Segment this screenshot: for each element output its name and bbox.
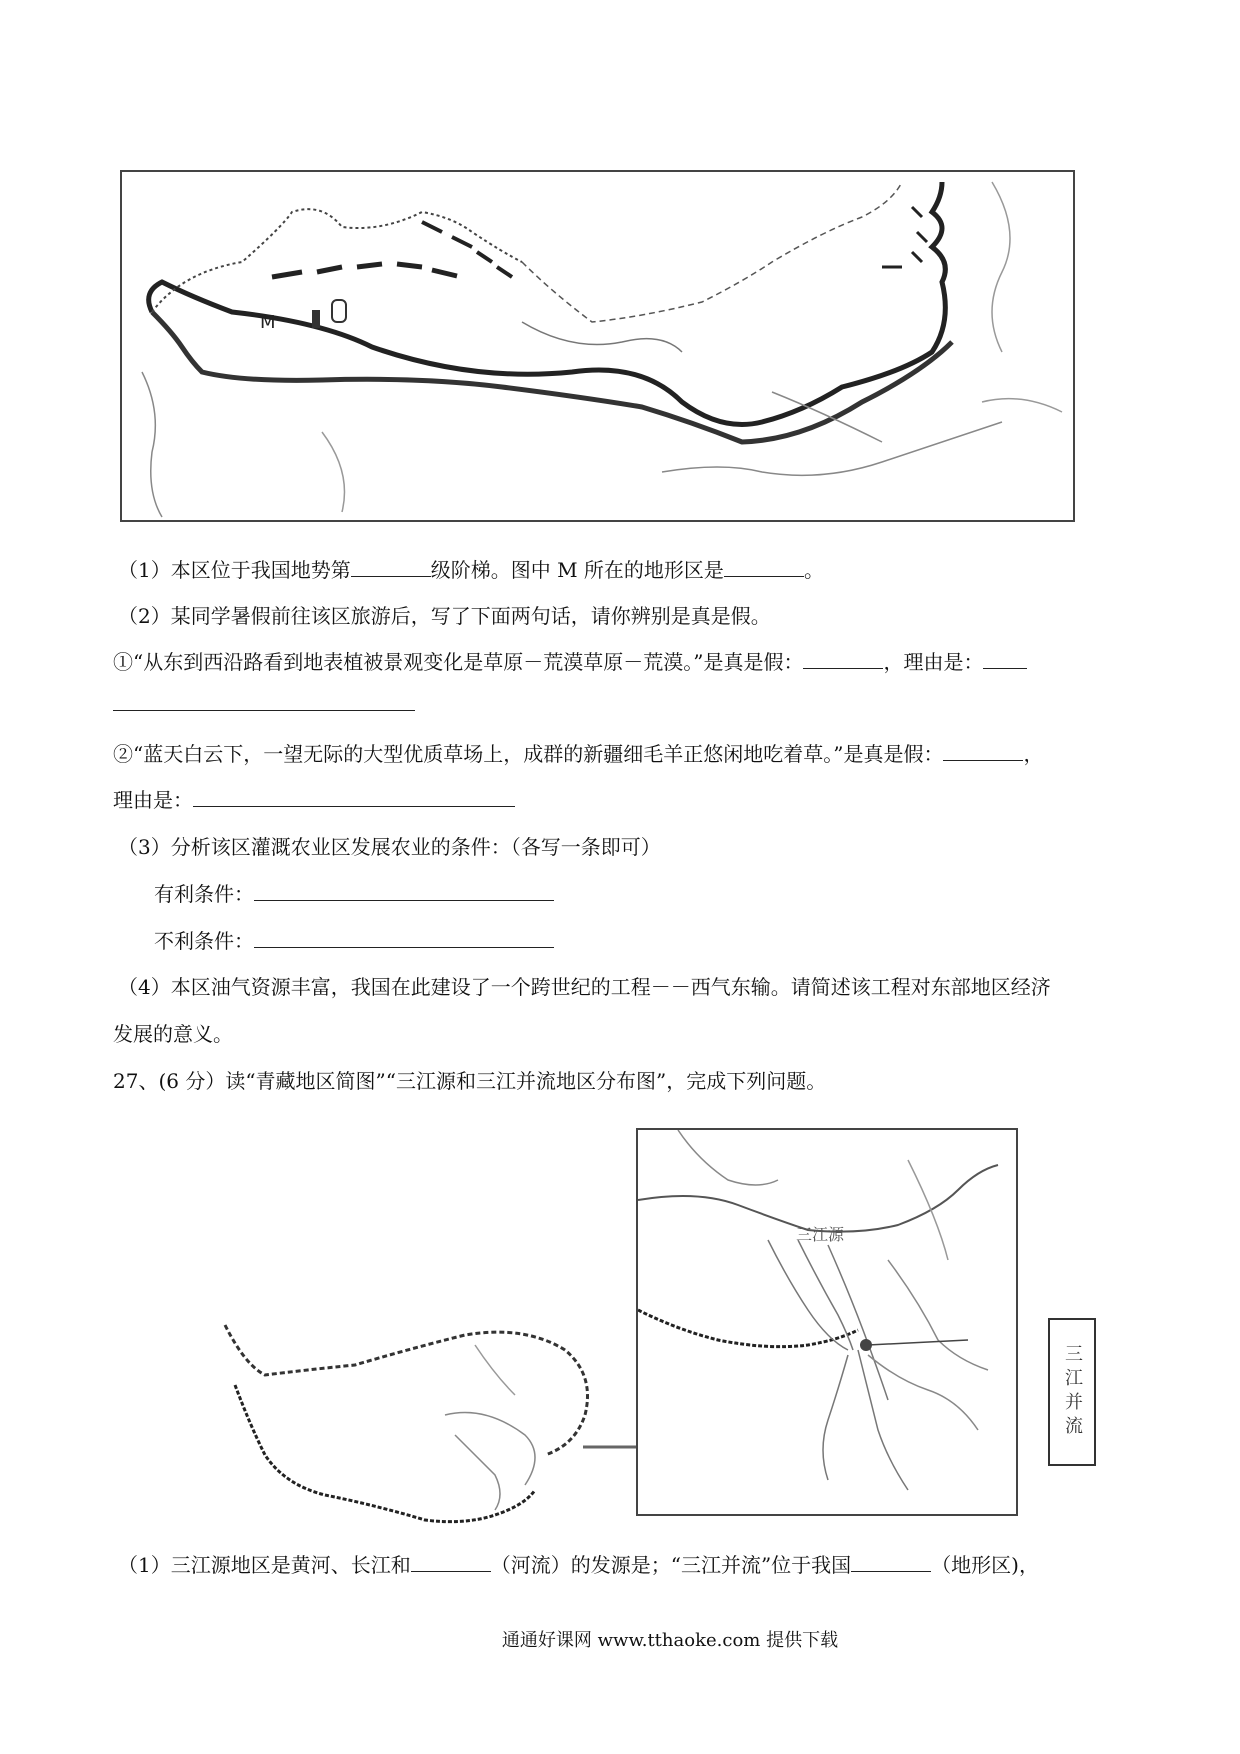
q26-statement1-text: ①“从东到西沿路看到地表植被景观变化是草原－荒漠草原－荒漠。”是真是假： [113, 650, 804, 674]
answer-blank-statement1-truth[interactable] [803, 648, 883, 669]
q26-favorable-condition [154, 880, 554, 908]
q27-part1 [118, 1551, 1039, 1579]
qinghai-tibet-map-drawing [205, 1305, 645, 1535]
answer-blank-unfavorable[interactable] [254, 927, 554, 948]
answer-blank-third-river[interactable] [411, 1551, 491, 1572]
answer-blank-terrain-step[interactable] [351, 556, 431, 577]
q26-part1-text-c: 。 [803, 558, 824, 582]
q26-unfavorable-condition [154, 927, 554, 955]
q26-part3: （3）分析该区灌溉农业区发展农业的条件：（各写一条即可） [118, 835, 661, 859]
sanjiangyuan-map-drawing [638, 1130, 1016, 1514]
q26-part4-line1: （4）本区油气资源丰富，我国在此建设了一个跨世纪的工程－－西气东输。请简述该工程对东部地区经济 [118, 975, 1051, 999]
favorable-label: 有利条件： [154, 882, 254, 906]
q26-part4-line2: 发展的意义。 [113, 1022, 233, 1046]
q26-part2: （2）某同学暑假前往该区旅游后，写了下面两句话，请你辨别是真是假。 [118, 604, 771, 628]
q26-part1-text-b: 级阶梯。图中 M 所在的地形区是 [430, 558, 724, 582]
q26-part1 [118, 556, 824, 584]
answer-blank-statement2-truth[interactable] [943, 740, 1023, 761]
page-footer: 通通好课网 www.tthaoke.com 提供下载 [501, 1630, 839, 1651]
answer-blank-statement2-reason[interactable] [193, 786, 515, 807]
sanjiang-binliu-label-box [1048, 1318, 1096, 1466]
sanjiangyuan-inset-map [636, 1128, 1018, 1516]
q26-statement2-comma: ， [1023, 742, 1044, 766]
answer-blank-landform-region[interactable] [851, 1551, 931, 1572]
qinghai-tibet-map [205, 1305, 645, 1535]
q26-part1-text-a: （1）本区位于我国地势第 [118, 558, 351, 582]
q26-statement2-reason [113, 786, 515, 814]
map-label-m: M [260, 312, 276, 333]
northwest-map-drawing [122, 172, 1073, 520]
q26-statement2-text: ②“蓝天白云下，一望无际的大型优质草场上，成群的新疆细毛羊正悠闲地吃着草。”是真是假： [113, 742, 944, 766]
answer-blank-statement1-reason-b[interactable] [113, 690, 415, 711]
answer-blank-m-landform[interactable] [724, 556, 804, 577]
q26-statement2 [113, 740, 1043, 768]
q26-statement1 [113, 648, 1027, 676]
q27-part1-text-a: （1）三江源地区是黄河、长江和 [118, 1553, 411, 1577]
q26-statement2-reason-label: 理由是： [113, 788, 193, 812]
answer-blank-favorable[interactable] [254, 880, 554, 901]
northwest-region-map [120, 170, 1075, 522]
q26-statement1-reason-label: ，理由是： [883, 650, 984, 674]
q27-title: 27、(6 分）读“青藏地区简图”“三江源和三江并流地区分布图”，完成下列问题。 [113, 1069, 827, 1093]
unfavorable-label: 不利条件： [154, 929, 254, 953]
sanjiang-binliu-label: 三江并流 [1062, 1344, 1083, 1440]
q27-part1-text-b: （河流）的发源是；“三江并流”位于我国 [490, 1553, 852, 1577]
q27-part1-text-c: （地形区)， [931, 1553, 1039, 1577]
answer-blank-statement1-reason-a[interactable] [983, 648, 1027, 669]
map-label-sanjiangyuan: 三江源 [796, 1225, 845, 1244]
